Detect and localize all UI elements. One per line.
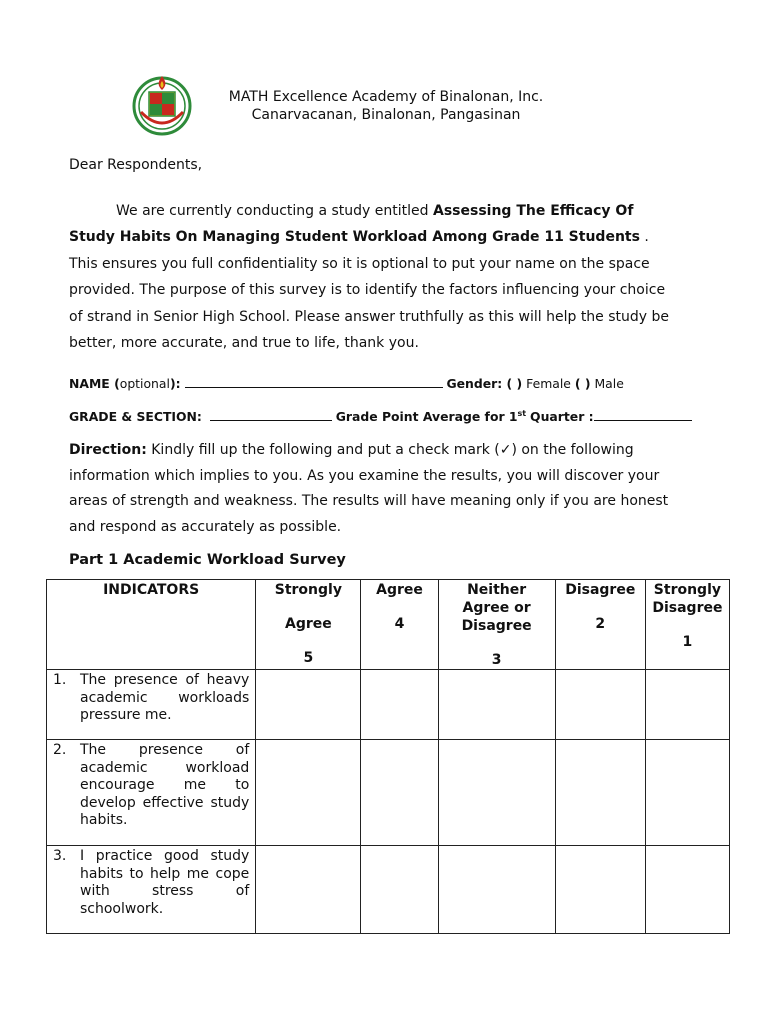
item-number: 1.	[53, 672, 67, 688]
col-agree: Agree 4	[361, 580, 438, 670]
school-seal-logo	[131, 72, 193, 136]
name-close: ):	[169, 376, 181, 391]
name-label: NAME (	[69, 376, 120, 391]
rating-cell-2[interactable]	[555, 740, 645, 846]
col-strongly-agree: Strongly Agree 5	[256, 580, 361, 670]
rating-cell-2[interactable]	[555, 670, 645, 740]
col-neither: Neither Agree or Disagree 3	[438, 580, 555, 670]
school-name: MATH Excellence Academy of Binalonan, Inc.	[228, 89, 544, 105]
rating-cell-4[interactable]	[361, 740, 438, 846]
item-text: I practice good study habits to help me cope with stress of schoolwork.	[80, 848, 250, 917]
item-number: 3.	[53, 848, 67, 864]
part1-title: Part 1 Academic Workload Survey	[69, 552, 346, 568]
rating-cell-1[interactable]	[645, 740, 729, 846]
col-indicators: INDICATORS	[47, 580, 256, 670]
grade-section-field[interactable]	[210, 410, 332, 421]
item-text: The presence of heavy academic workloads pressure me.	[80, 672, 250, 723]
name-field[interactable]	[185, 377, 443, 388]
intro-rest: . This ensures you full confidentiality so it is optional to put your name on the space provided. The purpose of this survey is to identify the factors influencing your choice of strand in Senior High School. Please answer truthfully as this will help the study be better, more accurate, and true to life, thank you.	[69, 229, 670, 352]
direction-label: Direction:	[69, 442, 147, 458]
study-title: Assessing The Efficacy Of Study Habits On Managing Student Workload Among Grade 11 Students	[69, 203, 640, 246]
female-option[interactable]: Female	[526, 376, 571, 391]
rating-cell-1[interactable]	[645, 670, 729, 740]
name-optional: optional	[119, 376, 170, 391]
gpa-sup: st	[517, 409, 527, 418]
rating-cell-1[interactable]	[645, 846, 729, 934]
grade-section-label: GRADE & SECTION:	[69, 409, 202, 425]
rating-cell-3[interactable]	[438, 740, 555, 846]
gpa-field[interactable]	[594, 410, 692, 421]
gpa-rest: Quarter :	[530, 409, 594, 425]
rating-cell-4[interactable]	[361, 670, 438, 740]
rating-cell-5[interactable]	[256, 846, 361, 934]
item-text: The presence of academic workload encourage me to develop effective study habits.	[80, 742, 250, 828]
school-header	[200, 88, 572, 124]
item-number: 2.	[53, 742, 67, 758]
salutation: Dear Respondents,	[69, 157, 203, 173]
intro-lead: We are currently conducting a study entitled	[116, 203, 429, 219]
gpa-label: Grade Point Average for 1	[335, 409, 518, 425]
name-gender-line	[69, 376, 624, 391]
rating-cell-3[interactable]	[438, 846, 555, 934]
direction-paragraph	[69, 438, 689, 540]
table-header-row	[47, 580, 730, 670]
grade-gpa-line	[69, 409, 692, 424]
rating-cell-4[interactable]	[361, 846, 438, 934]
col-disagree: Disagree 2	[555, 580, 645, 670]
table-row	[47, 740, 730, 846]
table-row	[47, 670, 730, 740]
rating-cell-2[interactable]	[555, 846, 645, 934]
male-paren[interactable]: ( )	[574, 376, 591, 391]
rating-cell-5[interactable]	[256, 740, 361, 846]
direction-text: Kindly fill up the following and put a check mark (✓) on the following information which implies to you. As you examine the results, you will discover your areas of strength and weakness. The results will have meaning only if you are honest and respond as accurately as possible.	[69, 442, 669, 535]
survey-table	[46, 579, 730, 934]
gender-label: Gender: ( )	[446, 376, 523, 391]
school-address: Canarvacanan, Binalonan, Pangasinan	[251, 107, 521, 123]
rating-cell-3[interactable]	[438, 670, 555, 740]
male-option[interactable]: Male	[594, 376, 624, 391]
table-row	[47, 846, 730, 934]
col-strongly-disagree: Strongly Disagree 1	[645, 580, 729, 670]
rating-cell-5[interactable]	[256, 670, 361, 740]
intro-paragraph	[69, 198, 681, 356]
